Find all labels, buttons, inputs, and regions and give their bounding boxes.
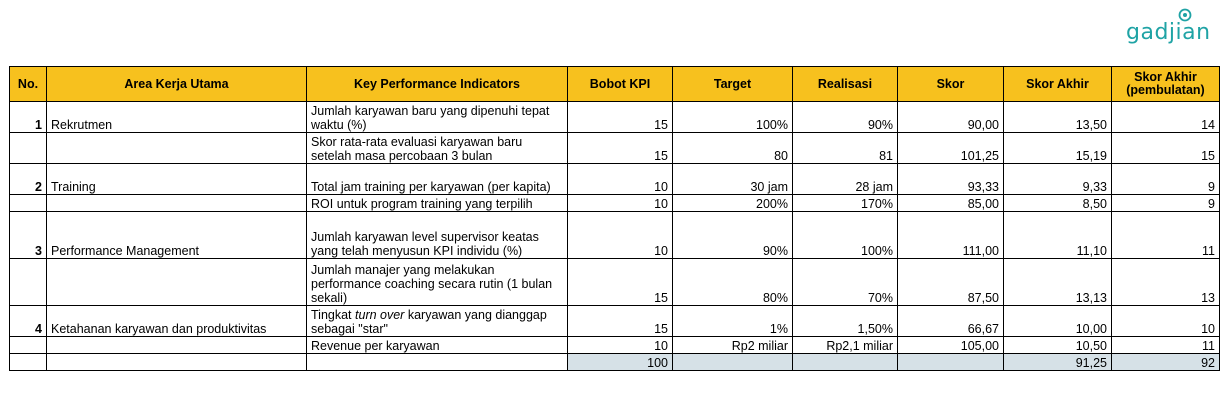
cell-realisasi: 170%	[793, 195, 898, 212]
cell-kpi: Jumlah manajer yang melakukan performance coaching secara rutin (1 bulan sekali)	[307, 259, 568, 306]
table-row	[10, 164, 1220, 195]
total-row	[10, 354, 1220, 371]
header-skor: Skor	[898, 67, 1004, 102]
cell-target: 200%	[673, 195, 793, 212]
cell-kpi: Jumlah karyawan level supervisor keatas yang telah menyusun KPI individu (%)	[307, 212, 568, 259]
cell-area	[47, 259, 307, 306]
header-realisasi: Realisasi	[793, 67, 898, 102]
cell-skor-akhir: 13,13	[1004, 259, 1112, 306]
cell-skor: 90,00	[898, 102, 1004, 133]
total-pembulatan: 92	[1112, 354, 1220, 371]
cell-skor-akhir: 15,19	[1004, 133, 1112, 164]
cell-skor-akhir: 11,10	[1004, 212, 1112, 259]
cell-bobot: 15	[568, 259, 673, 306]
cell-area: Rekrutmen	[47, 102, 307, 133]
cell-skor: 105,00	[898, 337, 1004, 354]
cell-no: 3	[10, 212, 47, 259]
cell-skor-akhir: 8,50	[1004, 195, 1112, 212]
cell-kpi: Skor rata-rata evaluasi karyawan baru setelah masa percobaan 3 bulan	[307, 133, 568, 164]
table-row	[10, 337, 1220, 354]
cell-area: Ketahanan karyawan dan produktivitas	[47, 306, 307, 337]
kpi-text-pre: Tingkat	[311, 308, 356, 322]
cell-no: 1	[10, 102, 47, 133]
cell-realisasi: 90%	[793, 102, 898, 133]
header-area: Area Kerja Utama	[47, 67, 307, 102]
cell-pembulatan: 10	[1112, 306, 1220, 337]
cell-target: 80	[673, 133, 793, 164]
cell-skor: 85,00	[898, 195, 1004, 212]
header-kpi: Key Performance Indicators	[307, 67, 568, 102]
cell-target: 90%	[673, 212, 793, 259]
cell-realisasi: 100%	[793, 212, 898, 259]
cell-kpi: ROI untuk program training yang terpilih	[307, 195, 568, 212]
cell-skor: 66,67	[898, 306, 1004, 337]
table-row	[10, 306, 1220, 337]
cell-area: Training	[47, 164, 307, 195]
total-cell-realisasi	[793, 354, 898, 371]
header-skor-akhir-pembulatan	[1112, 67, 1220, 102]
cell-bobot: 10	[568, 164, 673, 195]
kpi-table	[9, 66, 1220, 371]
cell-skor-akhir: 13,50	[1004, 102, 1112, 133]
table-row	[10, 133, 1220, 164]
cell-skor-akhir: 9,33	[1004, 164, 1112, 195]
header-skor-akhir-pembulatan-line1: Skor Akhir	[1134, 70, 1197, 84]
cell-skor: 87,50	[898, 259, 1004, 306]
table-row	[10, 259, 1220, 306]
cell-realisasi: Rp2,1 miliar	[793, 337, 898, 354]
cell-pembulatan: 14	[1112, 102, 1220, 133]
cell-skor: 111,00	[898, 212, 1004, 259]
cell-pembulatan: 9	[1112, 195, 1220, 212]
cell-bobot: 10	[568, 337, 673, 354]
cell-skor: 101,25	[898, 133, 1004, 164]
header-no: No.	[10, 67, 47, 102]
total-cell-area	[47, 354, 307, 371]
cell-bobot: 15	[568, 133, 673, 164]
table-row	[10, 212, 1220, 259]
cell-skor-akhir: 10,00	[1004, 306, 1112, 337]
table-row	[10, 102, 1220, 133]
cell-bobot: 10	[568, 212, 673, 259]
cell-pembulatan: 11	[1112, 212, 1220, 259]
cell-target: Rp2 miliar	[673, 337, 793, 354]
kpi-text-italic: turn over	[355, 308, 405, 322]
cell-no: 4	[10, 306, 47, 337]
cell-area	[47, 133, 307, 164]
cell-no	[10, 337, 47, 354]
header-skor-akhir: Skor Akhir	[1004, 67, 1112, 102]
total-cell-skor	[898, 354, 1004, 371]
total-cell-kpi	[307, 354, 568, 371]
cell-target: 80%	[673, 259, 793, 306]
cell-skor: 93,33	[898, 164, 1004, 195]
cell-area	[47, 195, 307, 212]
header-row	[10, 67, 1220, 102]
cell-pembulatan: 11	[1112, 337, 1220, 354]
cell-no	[10, 133, 47, 164]
cell-bobot: 15	[568, 306, 673, 337]
gadjian-logo	[1126, 8, 1212, 48]
cell-skor-akhir: 10,50	[1004, 337, 1112, 354]
cell-kpi: Revenue per karyawan	[307, 337, 568, 354]
header-skor-akhir-pembulatan-line2: (pembulatan)	[1126, 83, 1205, 97]
header-bobot: Bobot KPI	[568, 67, 673, 102]
cell-no	[10, 195, 47, 212]
cell-target: 30 jam	[673, 164, 793, 195]
cell-area	[47, 337, 307, 354]
table-row	[10, 195, 1220, 212]
cell-bobot: 10	[568, 195, 673, 212]
cell-area: Performance Management	[47, 212, 307, 259]
kpi-text-post: karyawan yang dianggap sebagai "star"	[311, 308, 547, 336]
cell-target: 1%	[673, 306, 793, 337]
cell-no: 2	[10, 164, 47, 195]
cell-realisasi: 1,50%	[793, 306, 898, 337]
cell-realisasi: 70%	[793, 259, 898, 306]
total-skor-akhir: 91,25	[1004, 354, 1112, 371]
cell-bobot: 15	[568, 102, 673, 133]
gadjian-wordmark: gadjian	[1126, 20, 1211, 45]
cell-kpi: Jumlah karyawan baru yang dipenuhi tepat waktu (%)	[307, 102, 568, 133]
cell-kpi	[307, 306, 568, 337]
cell-realisasi: 81	[793, 133, 898, 164]
header-target: Target	[673, 67, 793, 102]
cell-pembulatan: 15	[1112, 133, 1220, 164]
cell-no	[10, 259, 47, 306]
total-cell-no	[10, 354, 47, 371]
cell-realisasi: 28 jam	[793, 164, 898, 195]
cell-pembulatan: 13	[1112, 259, 1220, 306]
cell-kpi: Total jam training per karyawan (per kapita)	[307, 164, 568, 195]
cell-target: 100%	[673, 102, 793, 133]
cell-pembulatan: 9	[1112, 164, 1220, 195]
total-cell-target	[673, 354, 793, 371]
total-bobot: 100	[568, 354, 673, 371]
